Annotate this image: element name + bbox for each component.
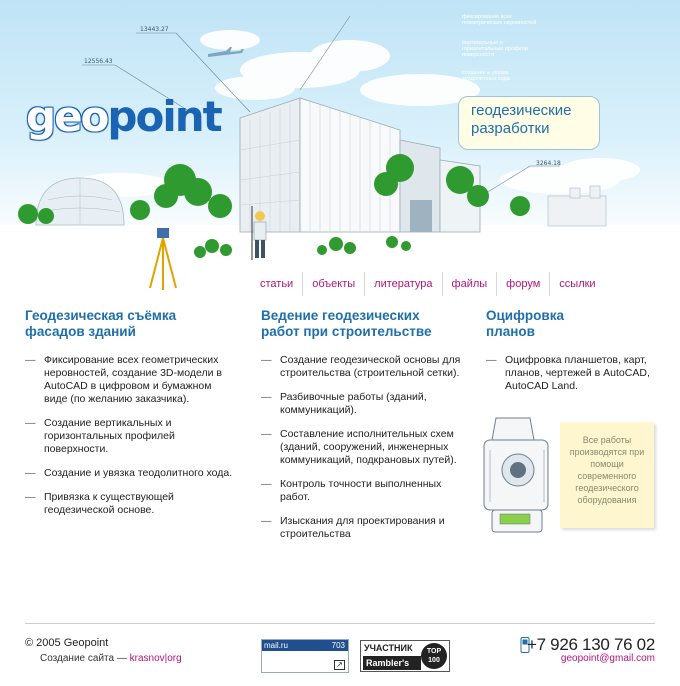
service-column-facades	[25, 308, 237, 528]
rambler-top-label: УЧАСТНИК	[364, 643, 413, 653]
equipment-note: Все работы производятся при помощи современного геодезического оборудования	[560, 422, 654, 528]
footer-divider	[25, 623, 655, 624]
email-link[interactable]: geopoint@gmail.com	[560, 653, 655, 664]
list-item: — Составление исполнительных схем (зданий, сооружений, инженерных коммуникаций, подкрановых путей).	[261, 428, 473, 467]
list-item: — Контроль точности выполненных работ.	[261, 478, 473, 504]
copyright: © 2005 Geopoint	[25, 637, 109, 649]
service-column-digitizing	[486, 308, 658, 404]
nav-item-forum[interactable]: форум	[496, 272, 549, 296]
main-nav	[251, 272, 605, 296]
list-item: — Фиксирование всех геометрических неровностей, создание 3D-модели в AutoCAD в цифровом и бумажном виде (по желанию заказчика).	[25, 354, 237, 406]
service-column-construction	[261, 308, 473, 552]
nav-item-articles[interactable]: статьи	[260, 278, 294, 290]
mailru-count: 703	[331, 641, 345, 650]
site-logo[interactable]	[26, 92, 221, 141]
column-title: Ведение геодезических работ при строительстве	[261, 308, 432, 339]
list-item: — Разбивочные работы (зданий, коммуникаций).	[261, 391, 473, 417]
nav-item-literature[interactable]: литература	[364, 272, 441, 296]
list-item: — Создание геодезической основы для строительства (строительной сетки).	[261, 354, 473, 380]
list-item: — Создание и увязка теодолитного хода.	[25, 467, 237, 480]
column-title: Геодезическая съёмка фасадов зданий	[25, 308, 177, 339]
logo-geo: geo	[26, 92, 108, 141]
list-item: — Привязка к существующей геодезической основе.	[25, 491, 237, 517]
list-item: — Оцифровка планшетов, карт, планов, чертежей в AutoCAD, AutoCAD Land.	[486, 354, 658, 393]
nav-item-objects[interactable]: объекты	[302, 272, 364, 296]
mailru-counter[interactable]	[261, 639, 349, 673]
mailru-label: mail.ru	[264, 641, 289, 650]
top100-badge: TOP 100	[421, 643, 447, 669]
service-list	[486, 354, 658, 393]
main-building	[240, 98, 480, 232]
sky-note: вертикальные и горизонтальные профили поверхности	[462, 40, 528, 58]
measure-label: 3264.18	[536, 160, 561, 167]
measure-label: 13443.27	[140, 26, 169, 33]
mailru-bar	[262, 640, 348, 651]
logo-point: point	[107, 92, 221, 141]
rambler-name: Rambler's	[363, 656, 421, 670]
measure-label: 12556.43	[84, 58, 113, 65]
total-station-icon	[474, 410, 564, 540]
made-by-link[interactable]: krasnov|org	[129, 653, 182, 664]
sky-note: создание и увязка теодолитного хода	[462, 70, 510, 82]
arrow-icon: ↗	[334, 660, 345, 670]
hero-illustration	[0, 0, 680, 300]
nav-item-files[interactable]: файлы	[442, 272, 497, 296]
hero-scene	[0, 0, 680, 300]
speech-bubble: геодезические разработки	[458, 96, 600, 150]
phone-number[interactable]: +7 926 130 76 02	[526, 635, 655, 654]
service-list	[261, 354, 473, 541]
column-title: Оцифровка планов	[486, 308, 564, 339]
rambler-top100[interactable]	[360, 640, 450, 672]
list-item: — Создание вертикальных и горизонтальных профилей поверхности.	[25, 417, 237, 456]
made-by	[40, 653, 182, 664]
service-list	[25, 354, 237, 517]
sky-note: фиксирование всех геометрических неровностей	[462, 14, 537, 26]
nav-item-links[interactable]: ссылки	[549, 272, 604, 296]
made-by-label: Создание сайта —	[40, 653, 127, 664]
list-item: — Изыскания для проектирования и строительства	[261, 515, 473, 541]
